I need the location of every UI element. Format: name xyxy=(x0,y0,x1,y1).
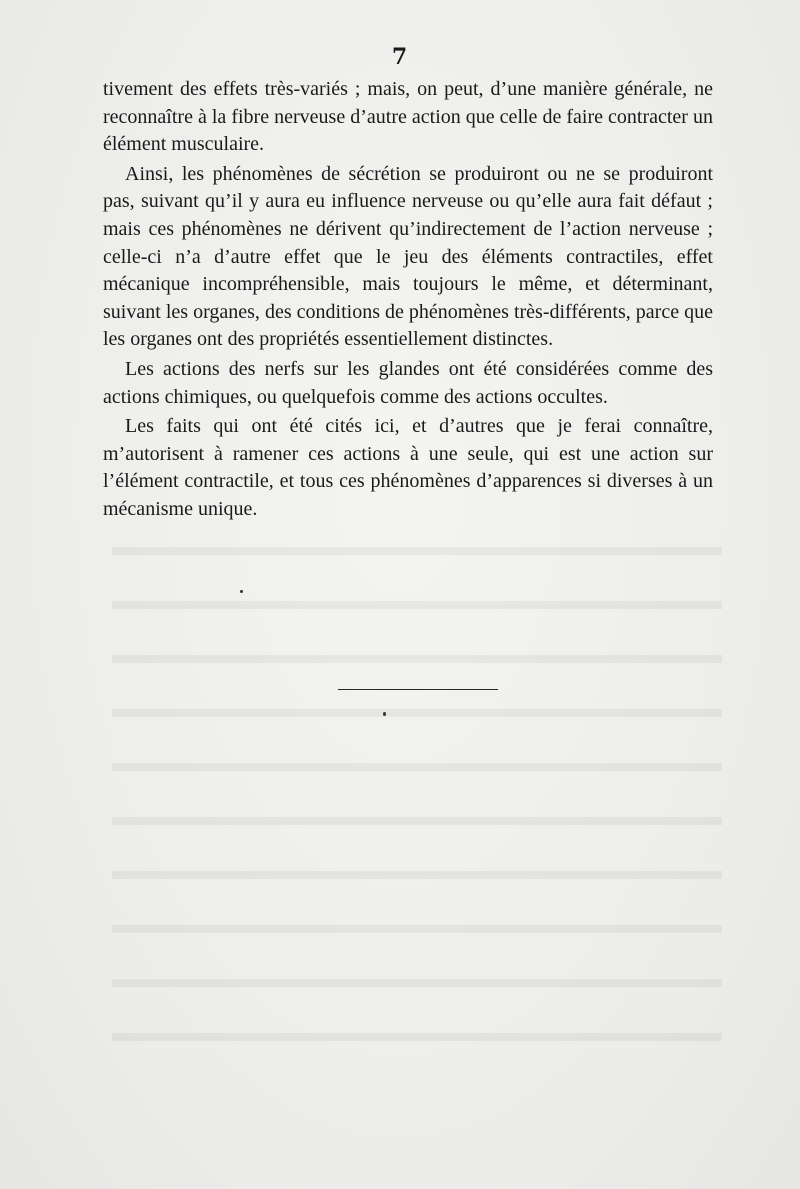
section-separator-rule xyxy=(338,689,498,690)
bleed-through-texture xyxy=(112,520,722,1080)
paragraph-3: Les actions des nerfs sur les glandes ont été considérées comme des actions chimiques, ou quelquefois comme des actions occultes. xyxy=(103,357,713,408)
ink-speck xyxy=(240,590,243,593)
ink-speck xyxy=(383,712,386,716)
paragraph-2: Ainsi, les phénomènes de sécrétion se produiront ou ne se produiront pas, suivant qu’il y aura eu influence nerveuse ou qu’elle aura fait défaut ; mais ces phénomènes ne dérivent qu’indirectement de l’action nerveuse ; celle-ci n’a d’autre effet que le jeu des éléments contractiles, effet mécanique incompréhensible, mais toujours le même, et déterminant, suivant les organes, des conditions de phénomènes très-différents, parce que les organes ont des propriétés essentiellement distinctes. xyxy=(103,162,713,351)
paragraph-4: Les faits qui ont été cités ici, et d’autres que je ferai connaître, m’autorisent à ramener ces actions à une seule, qui est une action sur l’élément contractile, et tous ces phénomènes d’apparences si diverses à un mécanisme unique. xyxy=(103,415,713,520)
paragraph-1: tivement des effets très-variés ; mais, on peut, d’une manière générale, ne reconnaître à la fibre nerveuse d’autre action que celle de faire contracter un élément musculaire. xyxy=(103,78,713,156)
page-number: 7 xyxy=(391,44,409,70)
body-text xyxy=(103,76,713,526)
